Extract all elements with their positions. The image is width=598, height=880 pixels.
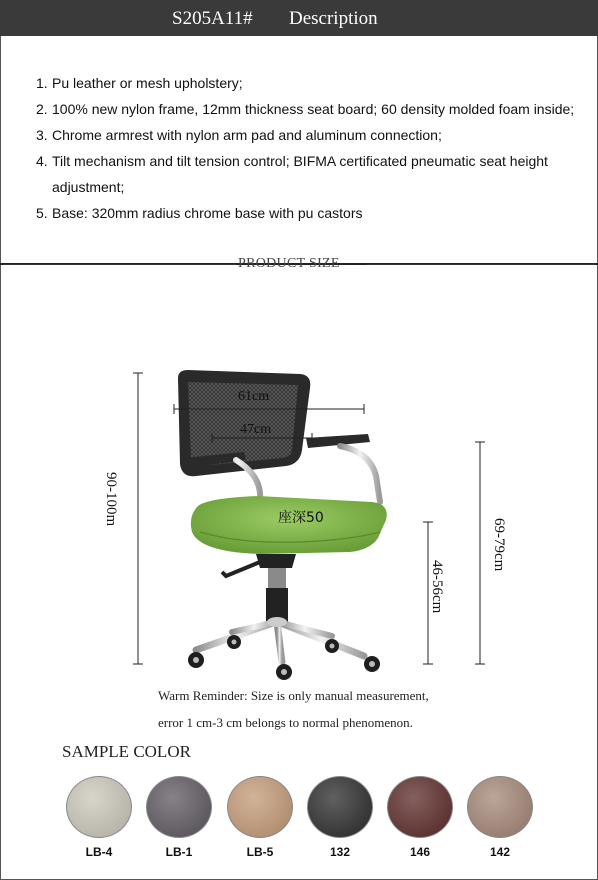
description-item bbox=[36, 122, 576, 148]
header-bar bbox=[0, 0, 598, 36]
color-swatch[interactable] bbox=[467, 776, 533, 838]
dim-seat-height-label: 46-56cm bbox=[429, 560, 445, 614]
dim-seat-depth-label: 座深50 bbox=[278, 510, 324, 526]
chair-illustration bbox=[0, 270, 598, 680]
item-number: 1. bbox=[36, 75, 48, 91]
chair-base bbox=[196, 617, 364, 662]
dim-arm-height-label: 69-79cm bbox=[491, 518, 507, 572]
color-swatch[interactable] bbox=[227, 776, 293, 838]
color-swatch[interactable] bbox=[146, 776, 212, 838]
color-swatch[interactable] bbox=[307, 776, 373, 838]
description-item bbox=[36, 200, 576, 226]
header-title: Description bbox=[289, 8, 378, 29]
right-armrest bbox=[306, 434, 380, 502]
product-size-heading: PRODUCT SIZE bbox=[238, 256, 340, 271]
gas-lift bbox=[222, 554, 296, 624]
dim-seat-width-label: 47cm bbox=[240, 422, 272, 437]
item-text: Tilt mechanism and tilt tension control; BIFMA certificated pneumatic seat height adjustment; bbox=[52, 153, 548, 195]
item-text: Pu leather or mesh upholstery; bbox=[52, 75, 243, 91]
item-text: 100% new nylon frame, 12mm thickness seat board; 60 density molded foam inside; bbox=[52, 101, 575, 117]
description-item bbox=[36, 148, 576, 200]
sample-color-heading: SAMPLE COLOR bbox=[62, 742, 191, 761]
color-swatch[interactable] bbox=[387, 776, 453, 838]
reminder-line: error 1 cm-3 cm belongs to normal phenomenon. bbox=[158, 715, 413, 730]
item-number: 3. bbox=[36, 127, 48, 143]
swatch-label: 142 bbox=[489, 845, 511, 859]
item-number: 2. bbox=[36, 101, 48, 117]
dim-width-label: 61cm bbox=[238, 389, 270, 404]
warm-reminder bbox=[158, 682, 429, 736]
swatch-label: LB-1 bbox=[165, 845, 193, 859]
swatch-label: LB-4 bbox=[85, 845, 113, 859]
product-code: S205A11# bbox=[172, 8, 253, 29]
item-number: 5. bbox=[36, 205, 48, 221]
swatch-label: LB-5 bbox=[246, 845, 274, 859]
swatch-label: 132 bbox=[329, 845, 351, 859]
divider-line-right bbox=[366, 264, 595, 265]
divider-line-left bbox=[3, 264, 237, 265]
description-item bbox=[36, 96, 576, 122]
item-text: Base: 320mm radius chrome base with pu castors bbox=[52, 205, 363, 221]
swatch-label: 146 bbox=[409, 845, 431, 859]
item-number: 4. bbox=[36, 153, 48, 169]
color-swatch[interactable] bbox=[66, 776, 132, 838]
reminder-line: Warm Reminder: Size is only manual measurement, bbox=[158, 688, 429, 703]
description-item bbox=[36, 70, 576, 96]
dim-total-height-label: 90-100m bbox=[103, 472, 119, 527]
item-text: Chrome armrest with nylon arm pad and aluminum connection; bbox=[52, 127, 442, 143]
description-list bbox=[36, 70, 576, 226]
